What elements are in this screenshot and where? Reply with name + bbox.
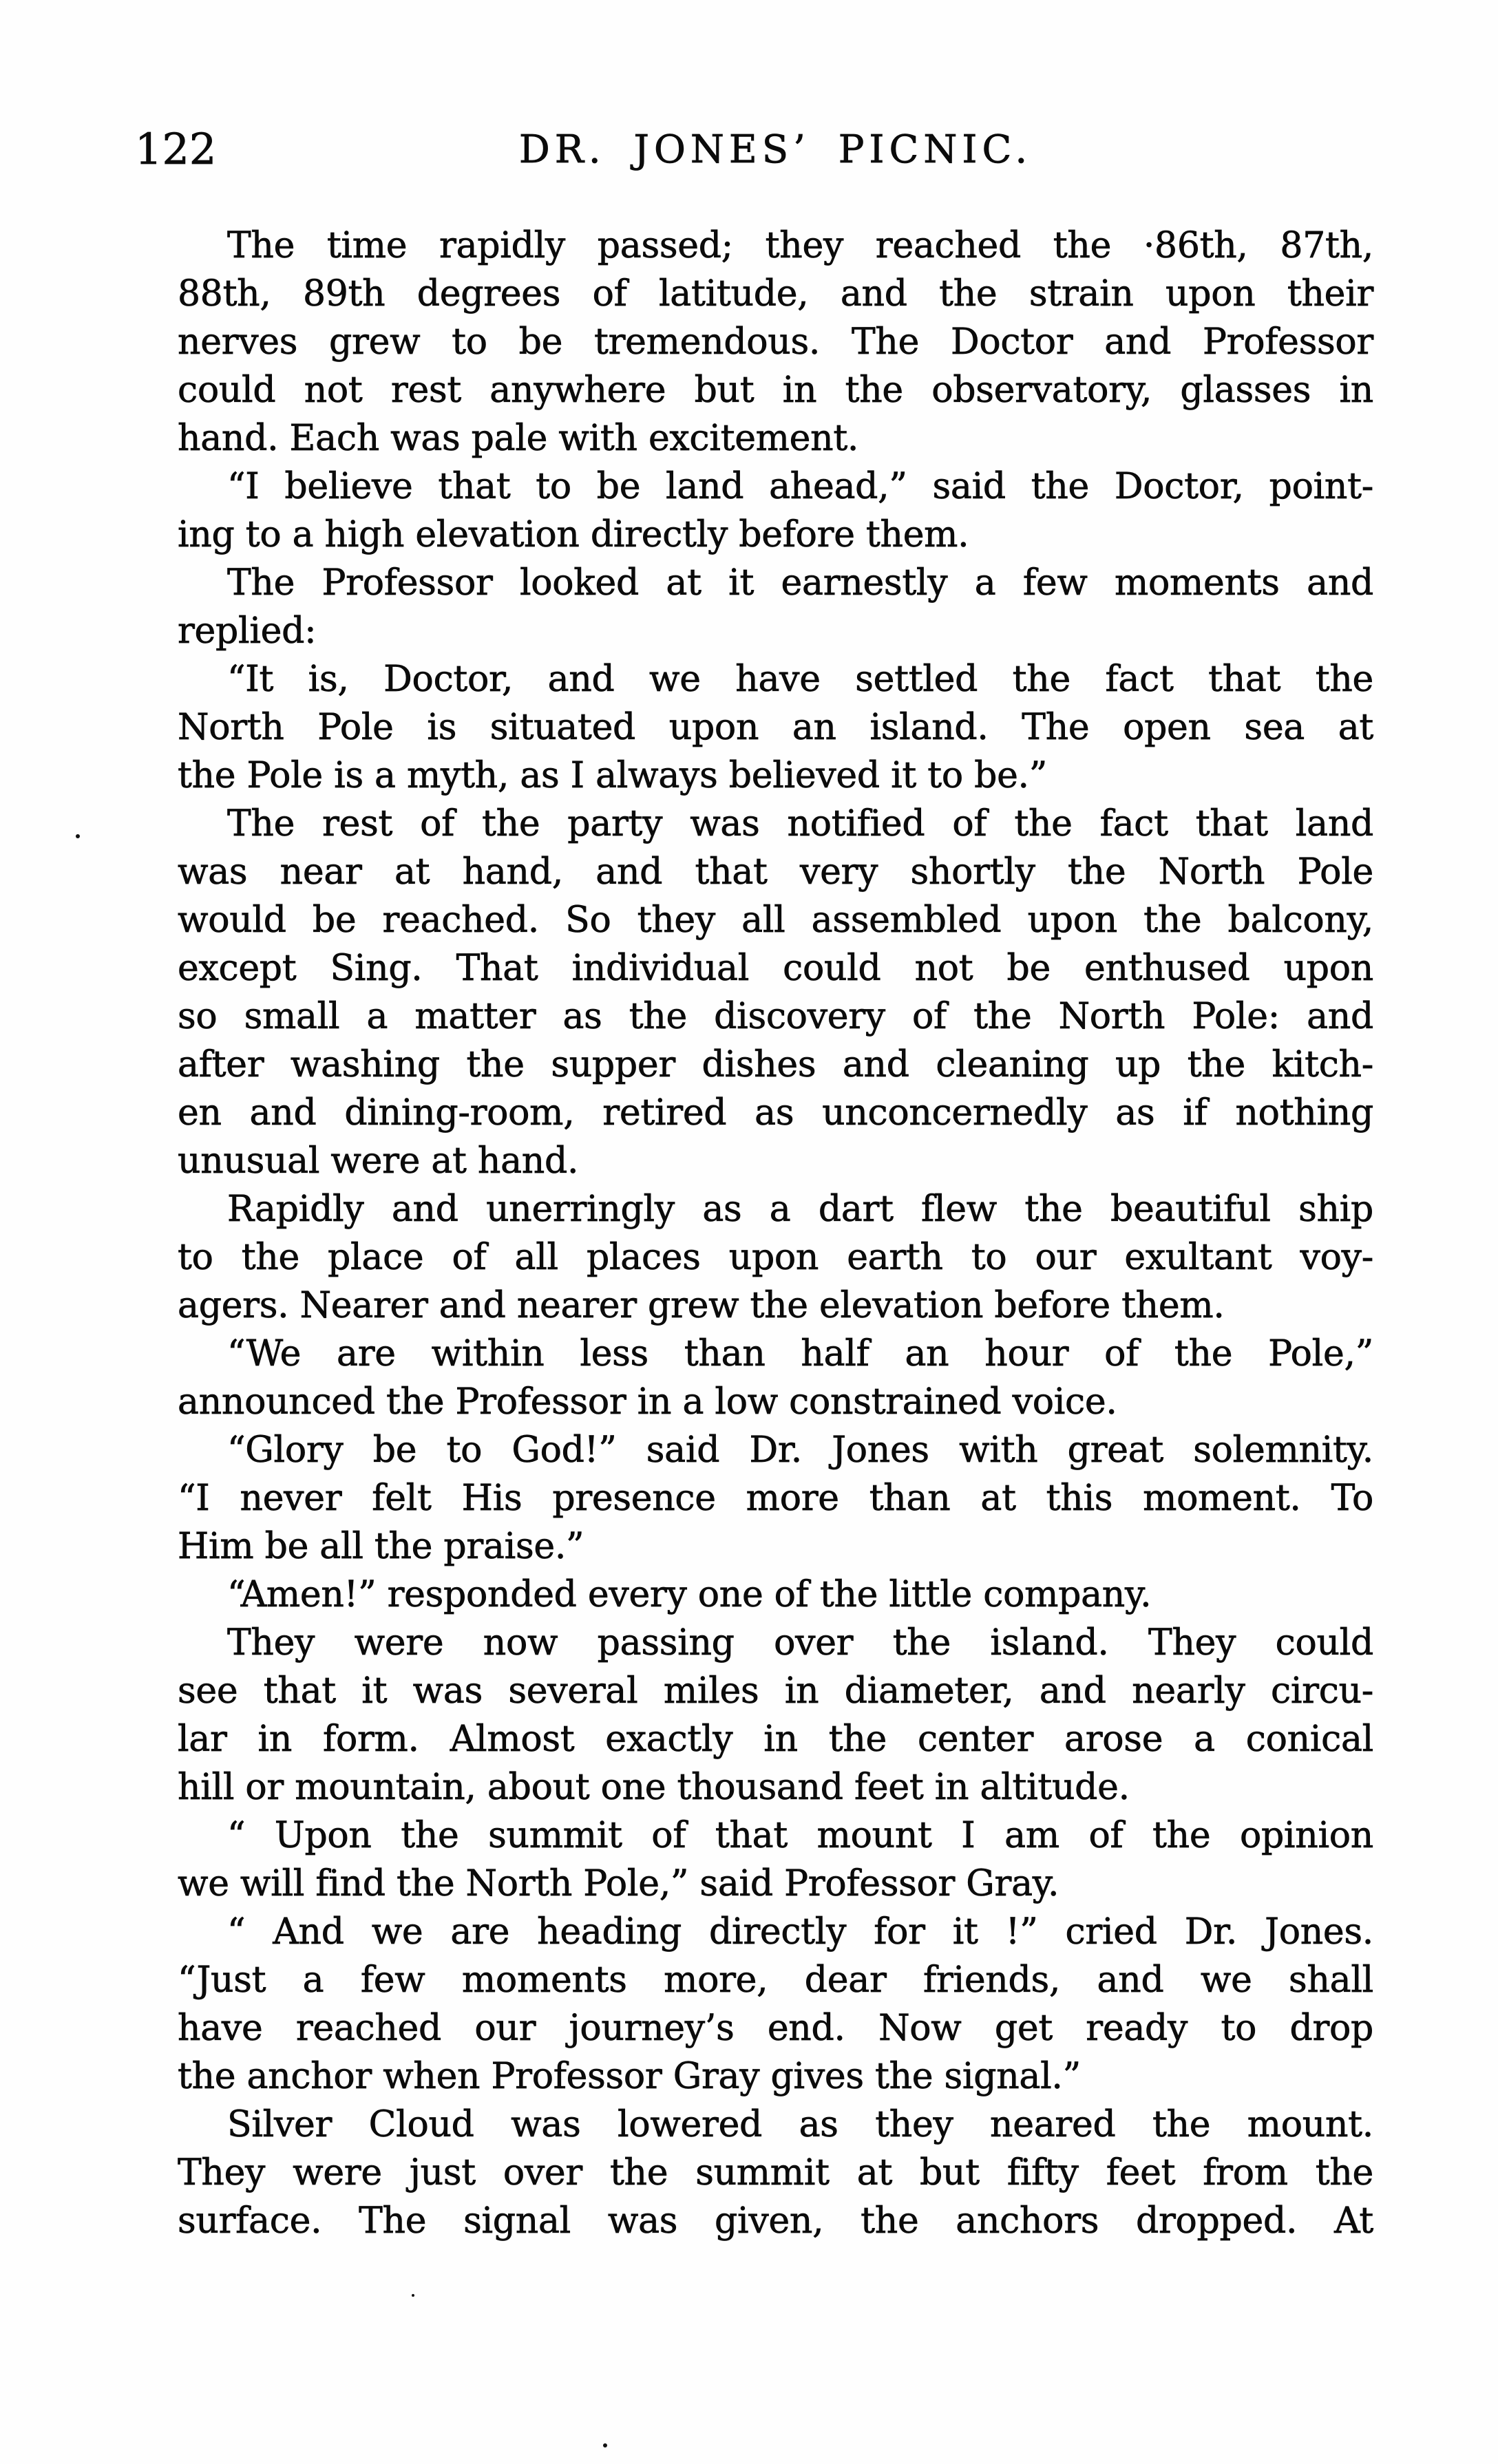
text-line: “We are within less than half an hour of the Pole,” <box>227 1333 1373 1374</box>
text-line: They were now passing over the island. They could <box>227 1622 1373 1664</box>
text-line: the anchor when Professor Gray gives the signal.” <box>178 2056 1081 2097</box>
text-line: Him be all the praise.” <box>178 1526 584 1567</box>
text-line: North Pole is situated upon an island. The open sea at <box>178 707 1373 748</box>
text-line: “ And we are heading directly for it !” cried Dr. Jones. <box>227 1911 1373 1953</box>
text-line: announced the Professor in a low constrained voice. <box>178 1381 1117 1423</box>
text-line: replied: <box>178 610 317 652</box>
scan-speck <box>76 834 80 838</box>
text-line: have reached our journey’s end. Now get ready to drop <box>178 2008 1373 2049</box>
text-line: They were just over the summit at but fifty feet from the <box>178 2152 1373 2194</box>
text-block <box>178 222 1373 2245</box>
text-line: except Sing. That individual could not be enthused upon <box>178 948 1373 989</box>
text-line: see that it was several miles in diameter, and nearly circu- <box>178 1670 1373 1712</box>
text-line: nerves grew to be tremendous. The Doctor and Professor <box>178 321 1373 363</box>
scan-speck <box>412 2294 414 2297</box>
text-line: “I never felt His presence more than at this moment. To <box>178 1478 1373 1519</box>
text-line: hill or mountain, about one thousand feet in altitude. <box>178 1767 1130 1808</box>
text-line: ing to a high elevation directly before them. <box>178 514 969 555</box>
text-line: 88th, 89th degrees of latitude, and the strain upon their <box>178 273 1373 315</box>
text-line: Silver Cloud was lowered as they neared the mount. <box>227 2104 1373 2145</box>
text-line: to the place of all places upon earth to our exultant voy- <box>178 1237 1373 1278</box>
text-line: “ Upon the summit of that mount I am of the opinion <box>227 1815 1373 1856</box>
text-line: “Just a few moments more, dear friends, and we shall <box>178 1959 1373 2001</box>
text-line: en and dining-room, retired as unconcernedly as if nothing <box>178 1092 1373 1134</box>
text-line: surface. The signal was given, the anchors dropped. At <box>178 2200 1373 2242</box>
text-line: we will find the North Pole,” said Professor Gray. <box>178 1863 1059 1904</box>
scan-speck <box>603 2443 607 2447</box>
text-line: “Amen!” responded every one of the little company. <box>227 1574 1152 1615</box>
text-line: would be reached. So they all assembled upon the balcony, <box>178 900 1373 941</box>
text-line: could not rest anywhere but in the observatory, glasses in <box>178 370 1373 411</box>
page-number: 122 <box>135 124 217 174</box>
text-line: Rapidly and unerringly as a dart flew the beautiful ship <box>227 1189 1373 1230</box>
text-line: “Glory be to God!” said Dr. Jones with great solemnity. <box>227 1430 1373 1471</box>
text-line: “I believe that to be land ahead,” said the Doctor, point- <box>227 466 1373 507</box>
text-line: The time rapidly passed; they reached the ·86th, 87th, <box>227 225 1373 266</box>
text-line: lar in form. Almost exactly in the center arose a conical <box>178 1719 1373 1760</box>
text-line: unusual were at hand. <box>178 1140 579 1182</box>
text-line: after washing the supper dishes and cleaning up the kitch- <box>178 1044 1373 1085</box>
text-line: The rest of the party was notified of the fact that land <box>227 803 1373 845</box>
text-line: “It is, Doctor, and we have settled the fact that the <box>227 659 1373 700</box>
text-line: hand. Each was pale with excitement. <box>178 418 859 459</box>
text-line: agers. Nearer and nearer grew the elevation before them. <box>178 1285 1225 1326</box>
text-line: so small a matter as the discovery of the North Pole: and <box>178 996 1373 1037</box>
running-header: DR. JONES’ PICNIC. <box>518 127 1033 172</box>
text-line: The Professor looked at it earnestly a few moments and <box>227 562 1373 604</box>
text-line: the Pole is a myth, as I always believed it to be.” <box>178 755 1048 796</box>
text-line: was near at hand, and that very shortly the North Pole <box>178 851 1373 893</box>
